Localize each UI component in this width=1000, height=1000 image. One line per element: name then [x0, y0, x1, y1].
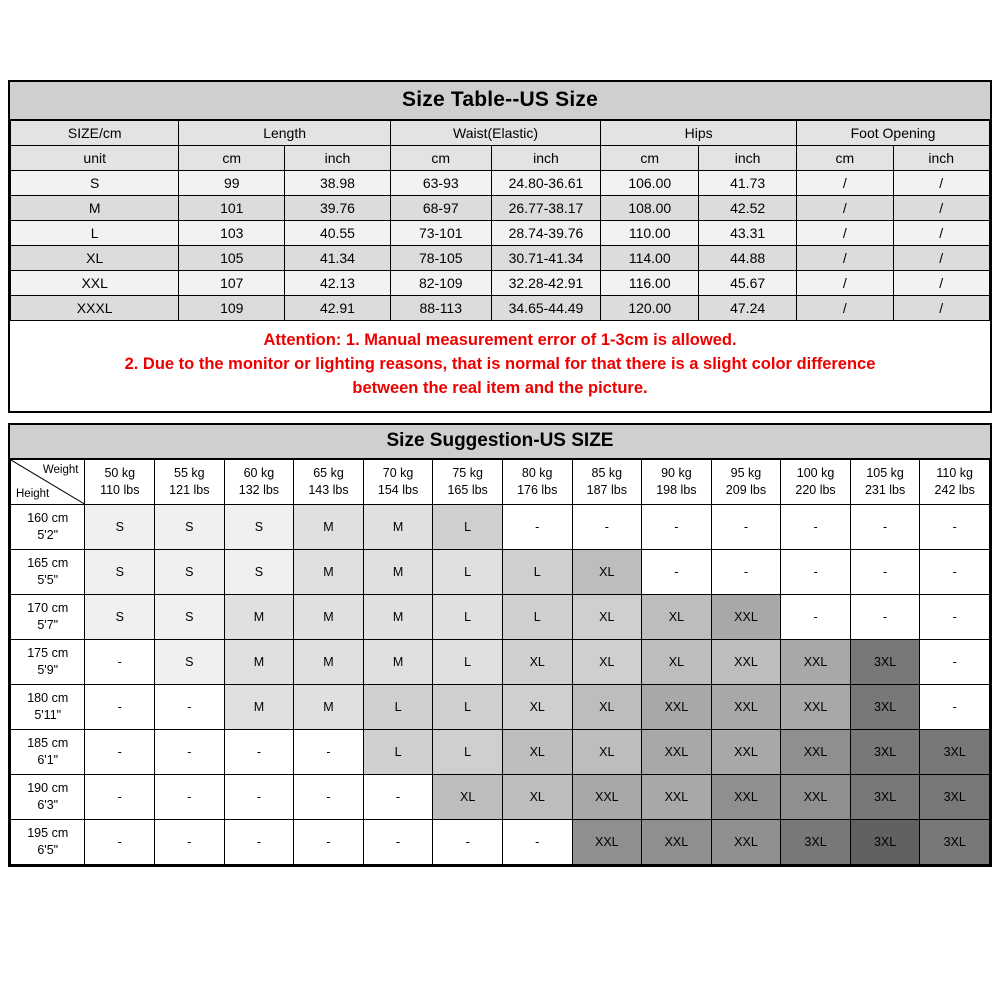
suggestion-cell: L: [363, 684, 433, 729]
weight-lbs: 143 lbs: [308, 482, 349, 497]
suggestion-cell: -: [572, 504, 642, 549]
suggestion-cell: XL: [502, 684, 572, 729]
weight-column-header: [433, 459, 503, 504]
weight-kg: 70 kg: [382, 465, 414, 480]
cell-foot-inch: /: [893, 196, 990, 221]
suggestion-cell: S: [85, 504, 155, 549]
suggestion-cell: S: [224, 504, 294, 549]
height-ft: 5'2": [37, 527, 59, 542]
suggestion-cell: -: [502, 819, 572, 864]
attention-note: [10, 321, 990, 411]
height-row-header: [11, 504, 85, 549]
cell-waist-cm: 68-97: [390, 196, 491, 221]
height-ft: 6'3": [37, 797, 59, 812]
weight-lbs: 165 lbs: [447, 482, 488, 497]
weight-column-header: [224, 459, 294, 504]
weight-lbs: 110 lbs: [100, 482, 140, 497]
unit-foot-cm: cm: [797, 146, 893, 171]
suggestion-cell: L: [433, 504, 503, 549]
suggestion-cell: S: [85, 549, 155, 594]
weight-column-header: [294, 459, 364, 504]
suggestion-cell: -: [711, 549, 781, 594]
cell-foot-inch: /: [893, 171, 990, 196]
suggestion-cell: -: [920, 684, 990, 729]
suggestion-cell: -: [85, 684, 155, 729]
cell-size: XXL: [11, 271, 179, 296]
suggestion-cell: -: [433, 819, 503, 864]
suggestion-cell: XL: [642, 639, 712, 684]
cell-hips-cm: 120.00: [601, 296, 699, 321]
suggestion-row: [11, 594, 990, 639]
size-suggestion-panel: [8, 423, 992, 867]
height-cm: 175 cm: [27, 645, 69, 660]
cell-foot-inch: /: [893, 271, 990, 296]
suggestion-cell: XL: [433, 774, 503, 819]
suggestion-row: [11, 819, 990, 864]
suggestion-cell: M: [294, 504, 364, 549]
height-ft: 6'5": [37, 842, 59, 857]
suggestion-cell: -: [711, 504, 781, 549]
cell-waist-cm: 73-101: [390, 221, 491, 246]
table-row: [11, 221, 990, 246]
suggestion-cell: XXL: [781, 684, 851, 729]
weight-kg: 110 kg: [936, 465, 973, 480]
suggestion-cell: XXL: [642, 684, 712, 729]
height-row-header: [11, 594, 85, 639]
weight-column-header: [850, 459, 920, 504]
suggestion-cell: M: [363, 504, 433, 549]
suggestion-cell: -: [781, 594, 851, 639]
cell-hips-inch: 47.24: [699, 296, 797, 321]
suggestion-cell: S: [155, 594, 225, 639]
weight-column-header: [642, 459, 712, 504]
unit-foot-inch: inch: [893, 146, 990, 171]
height-row-header: [11, 729, 85, 774]
height-ft: 5'9": [37, 662, 59, 677]
weight-lbs: 154 lbs: [377, 482, 419, 497]
size-table-group-header-row: [11, 121, 990, 146]
suggestion-cell: -: [363, 819, 433, 864]
cell-length-inch: 41.34: [285, 246, 391, 271]
height-row-header: [11, 774, 85, 819]
cell-length-cm: 109: [179, 296, 285, 321]
cell-length-cm: 99: [179, 171, 285, 196]
height-cm: 185 cm: [27, 735, 69, 750]
height-row-header: [11, 684, 85, 729]
unit-length-cm: cm: [179, 146, 285, 171]
suggestion-cell: -: [224, 729, 294, 774]
suggestion-cell: 3XL: [850, 729, 920, 774]
suggestion-cell: XXL: [642, 729, 712, 774]
suggestion-cell: XL: [572, 729, 642, 774]
unit-length-inch: inch: [285, 146, 391, 171]
table-row: [11, 271, 990, 296]
weight-lbs: 231 lbs: [864, 482, 906, 497]
cell-hips-inch: 44.88: [699, 246, 797, 271]
weight-lbs: 176 lbs: [517, 482, 558, 497]
suggestion-cell: -: [155, 729, 225, 774]
suggestion-cell: L: [502, 594, 572, 639]
suggestion-cell: L: [363, 729, 433, 774]
table-row: [11, 171, 990, 196]
height-cm: 190 cm: [27, 780, 69, 795]
height-ft: 6'1": [37, 752, 59, 767]
height-ft: 5'5": [37, 572, 59, 587]
suggestion-cell: -: [155, 819, 225, 864]
cell-foot-cm: /: [797, 296, 893, 321]
suggestion-cell: L: [502, 549, 572, 594]
suggestion-row: [11, 774, 990, 819]
suggestion-cell: M: [363, 639, 433, 684]
weight-height-corner-cell: [11, 459, 85, 504]
cell-hips-cm: 106.00: [601, 171, 699, 196]
cell-foot-inch: /: [893, 221, 990, 246]
group-header-length: Length: [179, 121, 390, 146]
height-row-header: [11, 639, 85, 684]
size-table-panel: [8, 80, 992, 413]
cell-waist-inch: 26.77-38.17: [491, 196, 601, 221]
cell-waist-inch: 24.80-36.61: [491, 171, 601, 196]
suggestion-cell: M: [224, 594, 294, 639]
weight-lbs: 121 lbs: [169, 482, 210, 497]
suggestion-cell: S: [155, 639, 225, 684]
weight-column-header: [502, 459, 572, 504]
suggestion-row: [11, 639, 990, 684]
corner-weight-label: Weight: [42, 463, 79, 476]
weight-column-header: [711, 459, 781, 504]
weight-kg: 60 kg: [243, 465, 275, 480]
suggestion-cell: XL: [502, 729, 572, 774]
height-cm: 170 cm: [27, 600, 69, 615]
suggestion-cell: XL: [572, 549, 642, 594]
cell-hips-cm: 116.00: [601, 271, 699, 296]
cell-length-inch: 38.98: [285, 171, 391, 196]
suggestion-cell: 3XL: [850, 639, 920, 684]
suggestion-cell: -: [294, 729, 364, 774]
suggestion-cell: 3XL: [850, 819, 920, 864]
cell-size: XXXL: [11, 296, 179, 321]
weight-lbs: 220 lbs: [795, 482, 836, 497]
suggestion-cell: -: [155, 774, 225, 819]
suggestion-cell: S: [85, 594, 155, 639]
suggestion-cell: XL: [572, 639, 642, 684]
suggestion-cell: M: [224, 639, 294, 684]
weight-kg: 50 kg: [104, 465, 136, 480]
suggestion-cell: XL: [572, 684, 642, 729]
suggestion-cell: XXL: [711, 594, 781, 639]
suggestion-cell: S: [155, 504, 225, 549]
suggestion-cell: -: [850, 594, 920, 639]
weight-kg: 85 kg: [591, 465, 623, 480]
suggestion-cell: M: [294, 549, 364, 594]
suggestion-cell: -: [502, 504, 572, 549]
suggestion-cell: 3XL: [920, 729, 990, 774]
cell-waist-cm: 88-113: [390, 296, 491, 321]
cell-length-inch: 42.13: [285, 271, 391, 296]
suggestion-row: [11, 684, 990, 729]
unit-hips-inch: inch: [699, 146, 797, 171]
group-header-hips: Hips: [601, 121, 797, 146]
cell-hips-inch: 41.73: [699, 171, 797, 196]
unit-waist-cm: cm: [390, 146, 491, 171]
weight-lbs: 187 lbs: [586, 482, 627, 497]
suggestion-cell: M: [294, 594, 364, 639]
table-row: [11, 246, 990, 271]
cell-foot-cm: /: [797, 271, 893, 296]
weight-kg: 55 kg: [174, 465, 205, 480]
cell-length-cm: 103: [179, 221, 285, 246]
suggestion-cell: -: [85, 639, 155, 684]
cell-hips-cm: 114.00: [601, 246, 699, 271]
cell-hips-cm: 110.00: [601, 221, 699, 246]
size-suggestion-title: Size Suggestion-US SIZE: [10, 425, 990, 459]
suggestion-cell: -: [294, 819, 364, 864]
weight-kg: 65 kg: [313, 465, 344, 480]
suggestion-cell: -: [920, 594, 990, 639]
cell-waist-inch: 32.28-42.91: [491, 271, 601, 296]
suggestion-cell: -: [920, 504, 990, 549]
group-header-waist: Waist(Elastic): [390, 121, 600, 146]
table-row: [11, 296, 990, 321]
suggestion-row: [11, 549, 990, 594]
suggestion-cell: XL: [642, 594, 712, 639]
cell-size: XL: [11, 246, 179, 271]
suggestion-cell: -: [850, 549, 920, 594]
height-cm: 165 cm: [27, 555, 69, 570]
weight-column-header: [155, 459, 225, 504]
cell-hips-inch: 42.52: [699, 196, 797, 221]
suggestion-cell: -: [294, 774, 364, 819]
group-header-size: SIZE/cm: [11, 121, 179, 146]
cell-foot-cm: /: [797, 196, 893, 221]
suggestion-cell: -: [781, 549, 851, 594]
cell-size: S: [11, 171, 179, 196]
suggestion-cell: 3XL: [920, 819, 990, 864]
suggestion-cell: -: [85, 774, 155, 819]
suggestion-cell: 3XL: [850, 774, 920, 819]
height-ft: 5'7": [37, 617, 59, 632]
suggestion-cell: XXL: [711, 684, 781, 729]
cell-length-cm: 107: [179, 271, 285, 296]
suggestion-cell: XL: [502, 774, 572, 819]
suggestion-cell: XXL: [642, 774, 712, 819]
suggestion-cell: -: [642, 504, 712, 549]
suggestion-cell: XL: [572, 594, 642, 639]
weight-kg: 90 kg: [661, 465, 692, 480]
attention-line-3: between the real item and the picture.: [352, 378, 648, 397]
unit-label: unit: [11, 146, 179, 171]
suggestion-cell: 3XL: [920, 774, 990, 819]
height-cm: 195 cm: [27, 825, 69, 840]
suggestion-cell: -: [85, 819, 155, 864]
size-table-unit-row: [11, 146, 990, 171]
suggestion-cell: L: [433, 549, 503, 594]
weight-column-header: [920, 459, 990, 504]
suggestion-header-row: [11, 459, 990, 504]
suggestion-cell: -: [363, 774, 433, 819]
suggestion-cell: -: [155, 684, 225, 729]
unit-waist-inch: inch: [491, 146, 601, 171]
unit-hips-cm: cm: [601, 146, 699, 171]
weight-column-header: [781, 459, 851, 504]
suggestion-cell: S: [224, 549, 294, 594]
suggestion-cell: XXL: [711, 729, 781, 774]
suggestion-cell: L: [433, 594, 503, 639]
height-cm: 180 cm: [27, 690, 69, 705]
weight-column-header: [572, 459, 642, 504]
suggestion-cell: M: [363, 594, 433, 639]
attention-line-2: 2. Due to the monitor or lighting reasons, that is normal for that there is a slight color difference: [124, 354, 876, 373]
suggestion-cell: L: [433, 639, 503, 684]
suggestion-cell: -: [920, 549, 990, 594]
weight-kg: 75 kg: [452, 465, 483, 480]
height-cm: 160 cm: [27, 510, 69, 525]
suggestion-cell: XXL: [711, 639, 781, 684]
suggestion-row: [11, 729, 990, 774]
suggestion-cell: M: [363, 549, 433, 594]
size-table: [10, 120, 990, 321]
weight-kg: 80 kg: [521, 465, 553, 480]
height-row-header: [11, 549, 85, 594]
suggestion-cell: -: [781, 504, 851, 549]
suggestion-cell: XXL: [711, 819, 781, 864]
suggestion-cell: XL: [502, 639, 572, 684]
suggestion-cell: XXL: [572, 819, 642, 864]
cell-waist-inch: 28.74-39.76: [491, 221, 601, 246]
size-table-title: Size Table--US Size: [10, 82, 990, 120]
suggestion-cell: XXL: [781, 774, 851, 819]
height-row-header: [11, 819, 85, 864]
cell-waist-cm: 78-105: [390, 246, 491, 271]
cell-foot-cm: /: [797, 221, 893, 246]
suggestion-cell: -: [224, 774, 294, 819]
cell-foot-inch: /: [893, 296, 990, 321]
suggestion-cell: XXL: [711, 774, 781, 819]
cell-length-cm: 105: [179, 246, 285, 271]
cell-hips-cm: 108.00: [601, 196, 699, 221]
suggestion-cell: XXL: [781, 729, 851, 774]
cell-hips-inch: 45.67: [699, 271, 797, 296]
weight-column-header: [85, 459, 155, 504]
suggestion-cell: L: [433, 729, 503, 774]
suggestion-cell: -: [642, 549, 712, 594]
cell-foot-cm: /: [797, 171, 893, 196]
suggestion-cell: M: [224, 684, 294, 729]
group-header-foot-opening: Foot Opening: [797, 121, 990, 146]
suggestion-cell: M: [294, 684, 364, 729]
suggestion-row: [11, 504, 990, 549]
suggestion-cell: M: [294, 639, 364, 684]
cell-size: M: [11, 196, 179, 221]
cell-size: L: [11, 221, 179, 246]
cell-length-cm: 101: [179, 196, 285, 221]
cell-waist-cm: 63-93: [390, 171, 491, 196]
weight-lbs: 209 lbs: [725, 482, 767, 497]
suggestion-cell: XXL: [572, 774, 642, 819]
weight-kg: 95 kg: [730, 465, 762, 480]
cell-length-inch: 40.55: [285, 221, 391, 246]
suggestion-cell: XXL: [642, 819, 712, 864]
weight-kg: 105 kg: [866, 465, 904, 480]
suggestion-cell: 3XL: [850, 684, 920, 729]
suggestion-cell: 3XL: [781, 819, 851, 864]
suggestion-cell: S: [155, 549, 225, 594]
size-suggestion-table: [10, 459, 990, 865]
suggestion-cell: L: [433, 684, 503, 729]
weight-column-header: [363, 459, 433, 504]
corner-height-label: Height: [16, 487, 50, 500]
cell-waist-cm: 82-109: [390, 271, 491, 296]
suggestion-cell: -: [224, 819, 294, 864]
suggestion-cell: XXL: [781, 639, 851, 684]
cell-hips-inch: 43.31: [699, 221, 797, 246]
weight-kg: 100 kg: [796, 465, 835, 480]
weight-lbs: 198 lbs: [656, 482, 697, 497]
cell-foot-inch: /: [893, 246, 990, 271]
height-ft: 5'11": [34, 707, 62, 722]
suggestion-cell: -: [920, 639, 990, 684]
cell-length-inch: 39.76: [285, 196, 391, 221]
cell-foot-cm: /: [797, 246, 893, 271]
table-row: [11, 196, 990, 221]
attention-line-1: Attention: 1. Manual measurement error of 1-3cm is allowed.: [263, 331, 737, 349]
weight-lbs: 242 lbs: [934, 482, 975, 497]
suggestion-cell: -: [850, 504, 920, 549]
suggestion-cell: -: [85, 729, 155, 774]
cell-length-inch: 42.91: [285, 296, 391, 321]
weight-lbs: 132 lbs: [238, 482, 280, 497]
cell-waist-inch: 34.65-44.49: [491, 296, 601, 321]
cell-waist-inch: 30.71-41.34: [491, 246, 601, 271]
